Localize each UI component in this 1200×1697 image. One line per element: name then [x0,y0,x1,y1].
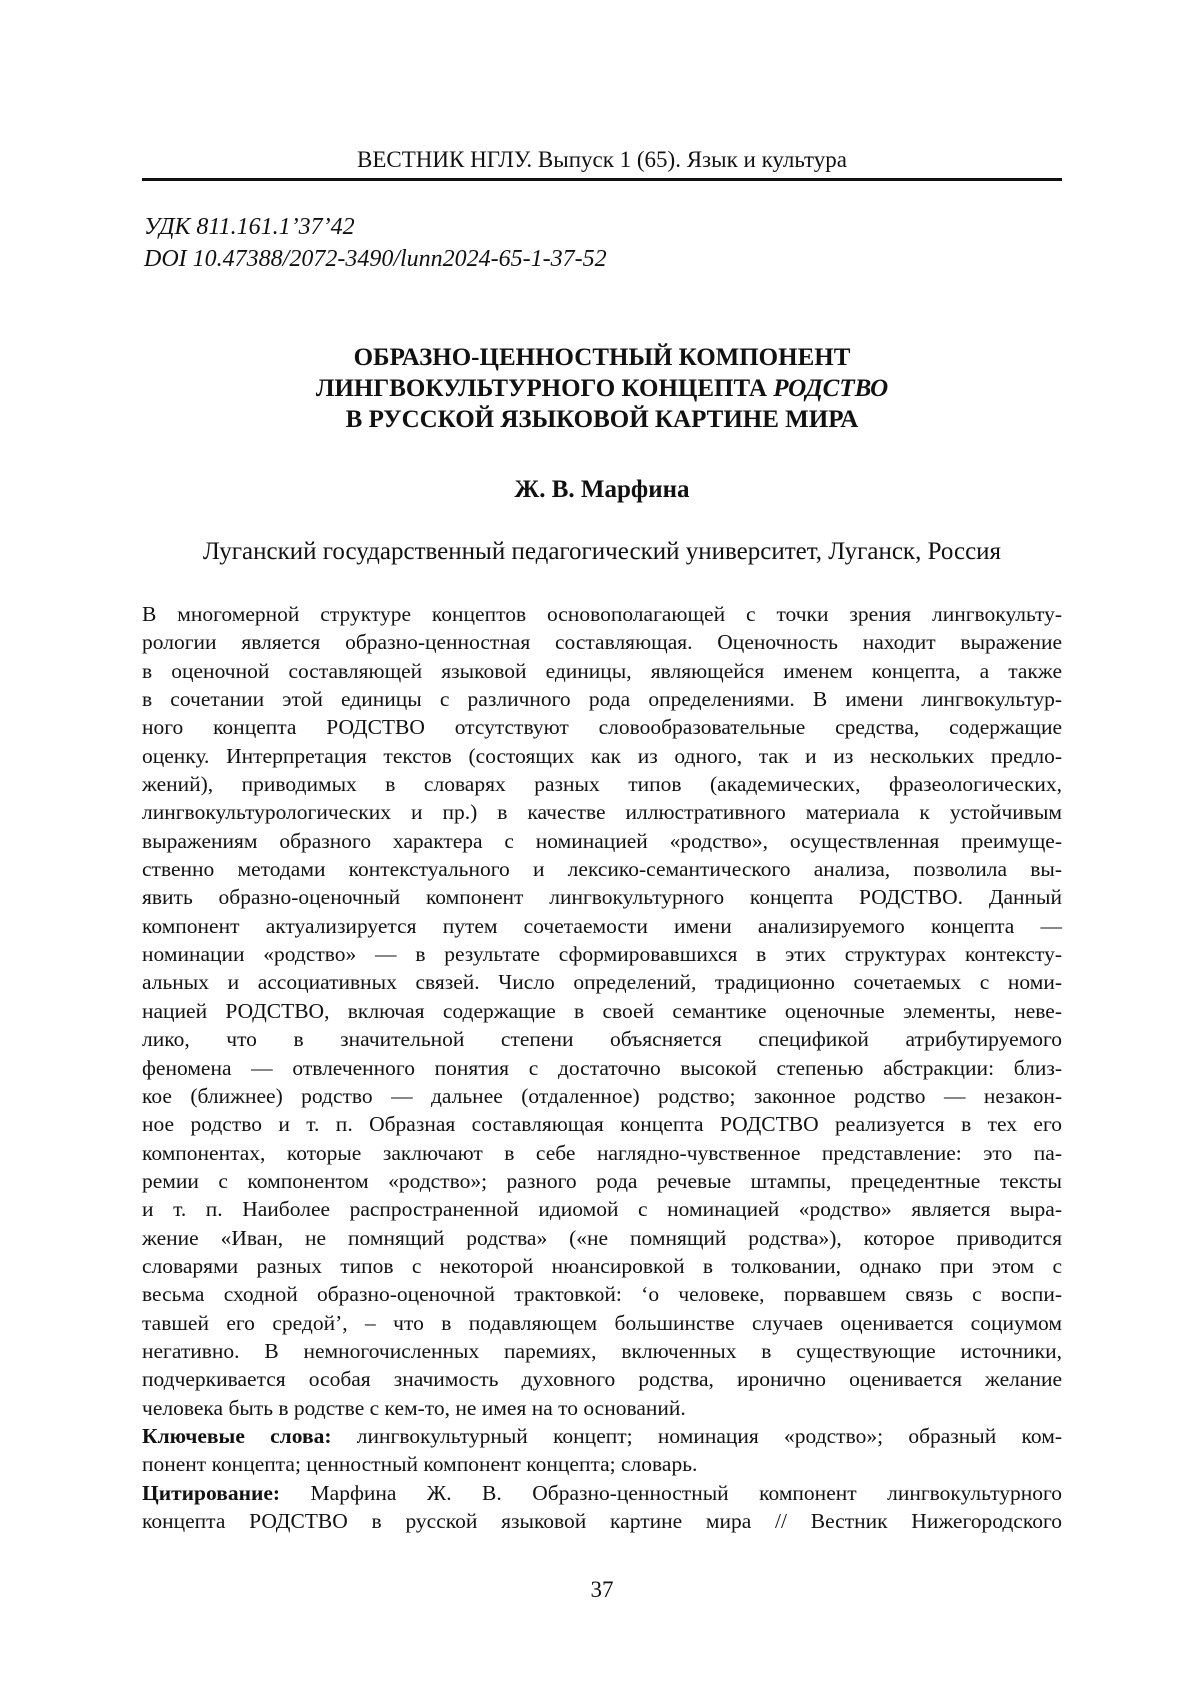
title-line-2 [142,373,1062,404]
author-name: Ж. В. Марфина [142,475,1062,505]
abstract-line: жение «Иван, не помнящий родства» («не помнящий родства»), которое приводится [142,1224,1062,1252]
keywords-line-2: понент концепта; ценностный компонент концепта; словарь. [142,1450,1062,1478]
abstract-line: подчеркивается особая значимость духовного родства, иронично оценивается желание [142,1365,1062,1393]
abstract-line: номинации «родство» — в результате сформировавшихся в этих структурах контексту- [142,940,1062,968]
abstract-line: рологии является образно-ценностная составляющая. Оценочность находит выражение [142,628,1062,656]
abstract-line: лико, что в значительной степени объясняется спецификой атрибутируемого [142,1025,1062,1053]
author-affiliation: Луганский государственный педагогический университет, Луганск, Россия [142,537,1062,567]
abstract-line: ственно методами контекстуального и лексико-семантического анализа, позволила вы- [142,855,1062,883]
abstract-line: компонент актуализируется путем сочетаемости имени анализируемого концепта — [142,912,1062,940]
title-line-3: В РУССКОЙ ЯЗЫКОВОЙ КАРТИНЕ МИРА [142,404,1062,435]
page-number: 37 [142,1576,1062,1604]
abstract-line: нацией РОДСТВО, включая содержащие в своей семантике оценочные элементы, неве- [142,997,1062,1025]
abstract-line: компонентах, которые заключают в себе наглядно-чувственное представление: это па- [142,1139,1062,1167]
abstract-line: оценку. Интерпретация текстов (состоящих как из одного, так и из нескольких предло- [142,742,1062,770]
header-rule [142,178,1062,181]
keywords-text-1: лингвокультурный концепт; номинация «родство»; образный ком- [331,1424,1062,1448]
abstract-line: весьма сходной образно-оценочной трактовкой: ‘о человеке, порвавшем связь с воспи- [142,1280,1062,1308]
citation-label: Цитирование: [142,1481,280,1505]
abstract-line: в оценочной составляющей языковой единицы, являющейся именем концепта, а также [142,657,1062,685]
article-title [142,342,1062,435]
abstract-line: лингвокультурологических и пр.) в качестве иллюстративного материала к устойчивым [142,798,1062,826]
abstract-line: тавшей его средой’, – что в подавляющем большинстве случаев оценивается социумом [142,1309,1062,1337]
abstract-line: кое (ближнее) родство — дальнее (отдаленное) родство; законное родство — незакон- [142,1082,1062,1110]
abstract-line: ное родство и т. п. Образная составляющая концепта РОДСТВО реализуется в тех его [142,1110,1062,1138]
title-line-1: ОБРАЗНО-ЦЕННОСТНЫЙ КОМПОНЕНТ [142,342,1062,373]
title-line-2-text: ЛИНГВОКУЛЬТУРНОГО КОНЦЕПТА [316,375,767,402]
keywords-line-1 [142,1422,1062,1450]
title-concept-word: РОДСТВО [773,375,888,402]
abstract-line: ного концепта РОДСТВО отсутствуют словообразовательные средства, содержащие [142,713,1062,741]
abstract-line: феномена — отвлеченного понятия с достаточно высокой степенью абстракции: близ- [142,1054,1062,1082]
abstract-line: человека быть в родстве с кем-то, не имея на то оснований. [142,1394,1062,1422]
keywords-label: Ключевые слова: [142,1424,331,1448]
abstract-line: и т. п. Наиболее распространенной идиомой с номинацией «родство» является выра- [142,1195,1062,1223]
abstract-line: выражениям образного характера с номинацией «родство», осуществленная преимуще- [142,827,1062,855]
udk-code: УДК 811.161.1’37’42 [144,211,607,243]
abstract-line: в сочетании этой единицы с различного рода определениями. В имени лингвокультур- [142,685,1062,713]
abstract-line: явить образно-оценочный компонент лингвокультурного концепта РОДСТВО. Данный [142,883,1062,911]
doi-code: DOI 10.47388/2072-3490/lunn2024-65-1-37-52 [144,243,607,275]
running-head: ВЕСТНИК НГЛУ. Выпуск 1 (65). Язык и культура [142,146,1062,174]
article-identifiers [144,211,607,275]
abstract-line: В многомерной структуре концептов основополагающей с точки зрения лингвокульту- [142,600,1062,628]
abstract [142,600,1062,1535]
abstract-line: ремии с компонентом «родство»; разного рода речевые штампы, прецедентные тексты [142,1167,1062,1195]
article-page [142,0,1062,1697]
abstract-line: альных и ассоциативных связей. Число определений, традиционно сочетаемых с номи- [142,968,1062,996]
citation-line-1 [142,1479,1062,1507]
abstract-line: жений), приводимых в словарях разных типов (академических, фразеологических, [142,770,1062,798]
citation-line-2: концепта РОДСТВО в русской языковой картине мира // Вестник Нижегородского [142,1507,1062,1535]
abstract-line: негативно. В немногочисленных паремиях, включенных в существующие источники, [142,1337,1062,1365]
abstract-line: словарями разных типов с некоторой нюансировкой в толковании, однако при этом с [142,1252,1062,1280]
citation-text-1: Марфина Ж. В. Образно-ценностный компонент лингвокультурного [280,1481,1062,1505]
